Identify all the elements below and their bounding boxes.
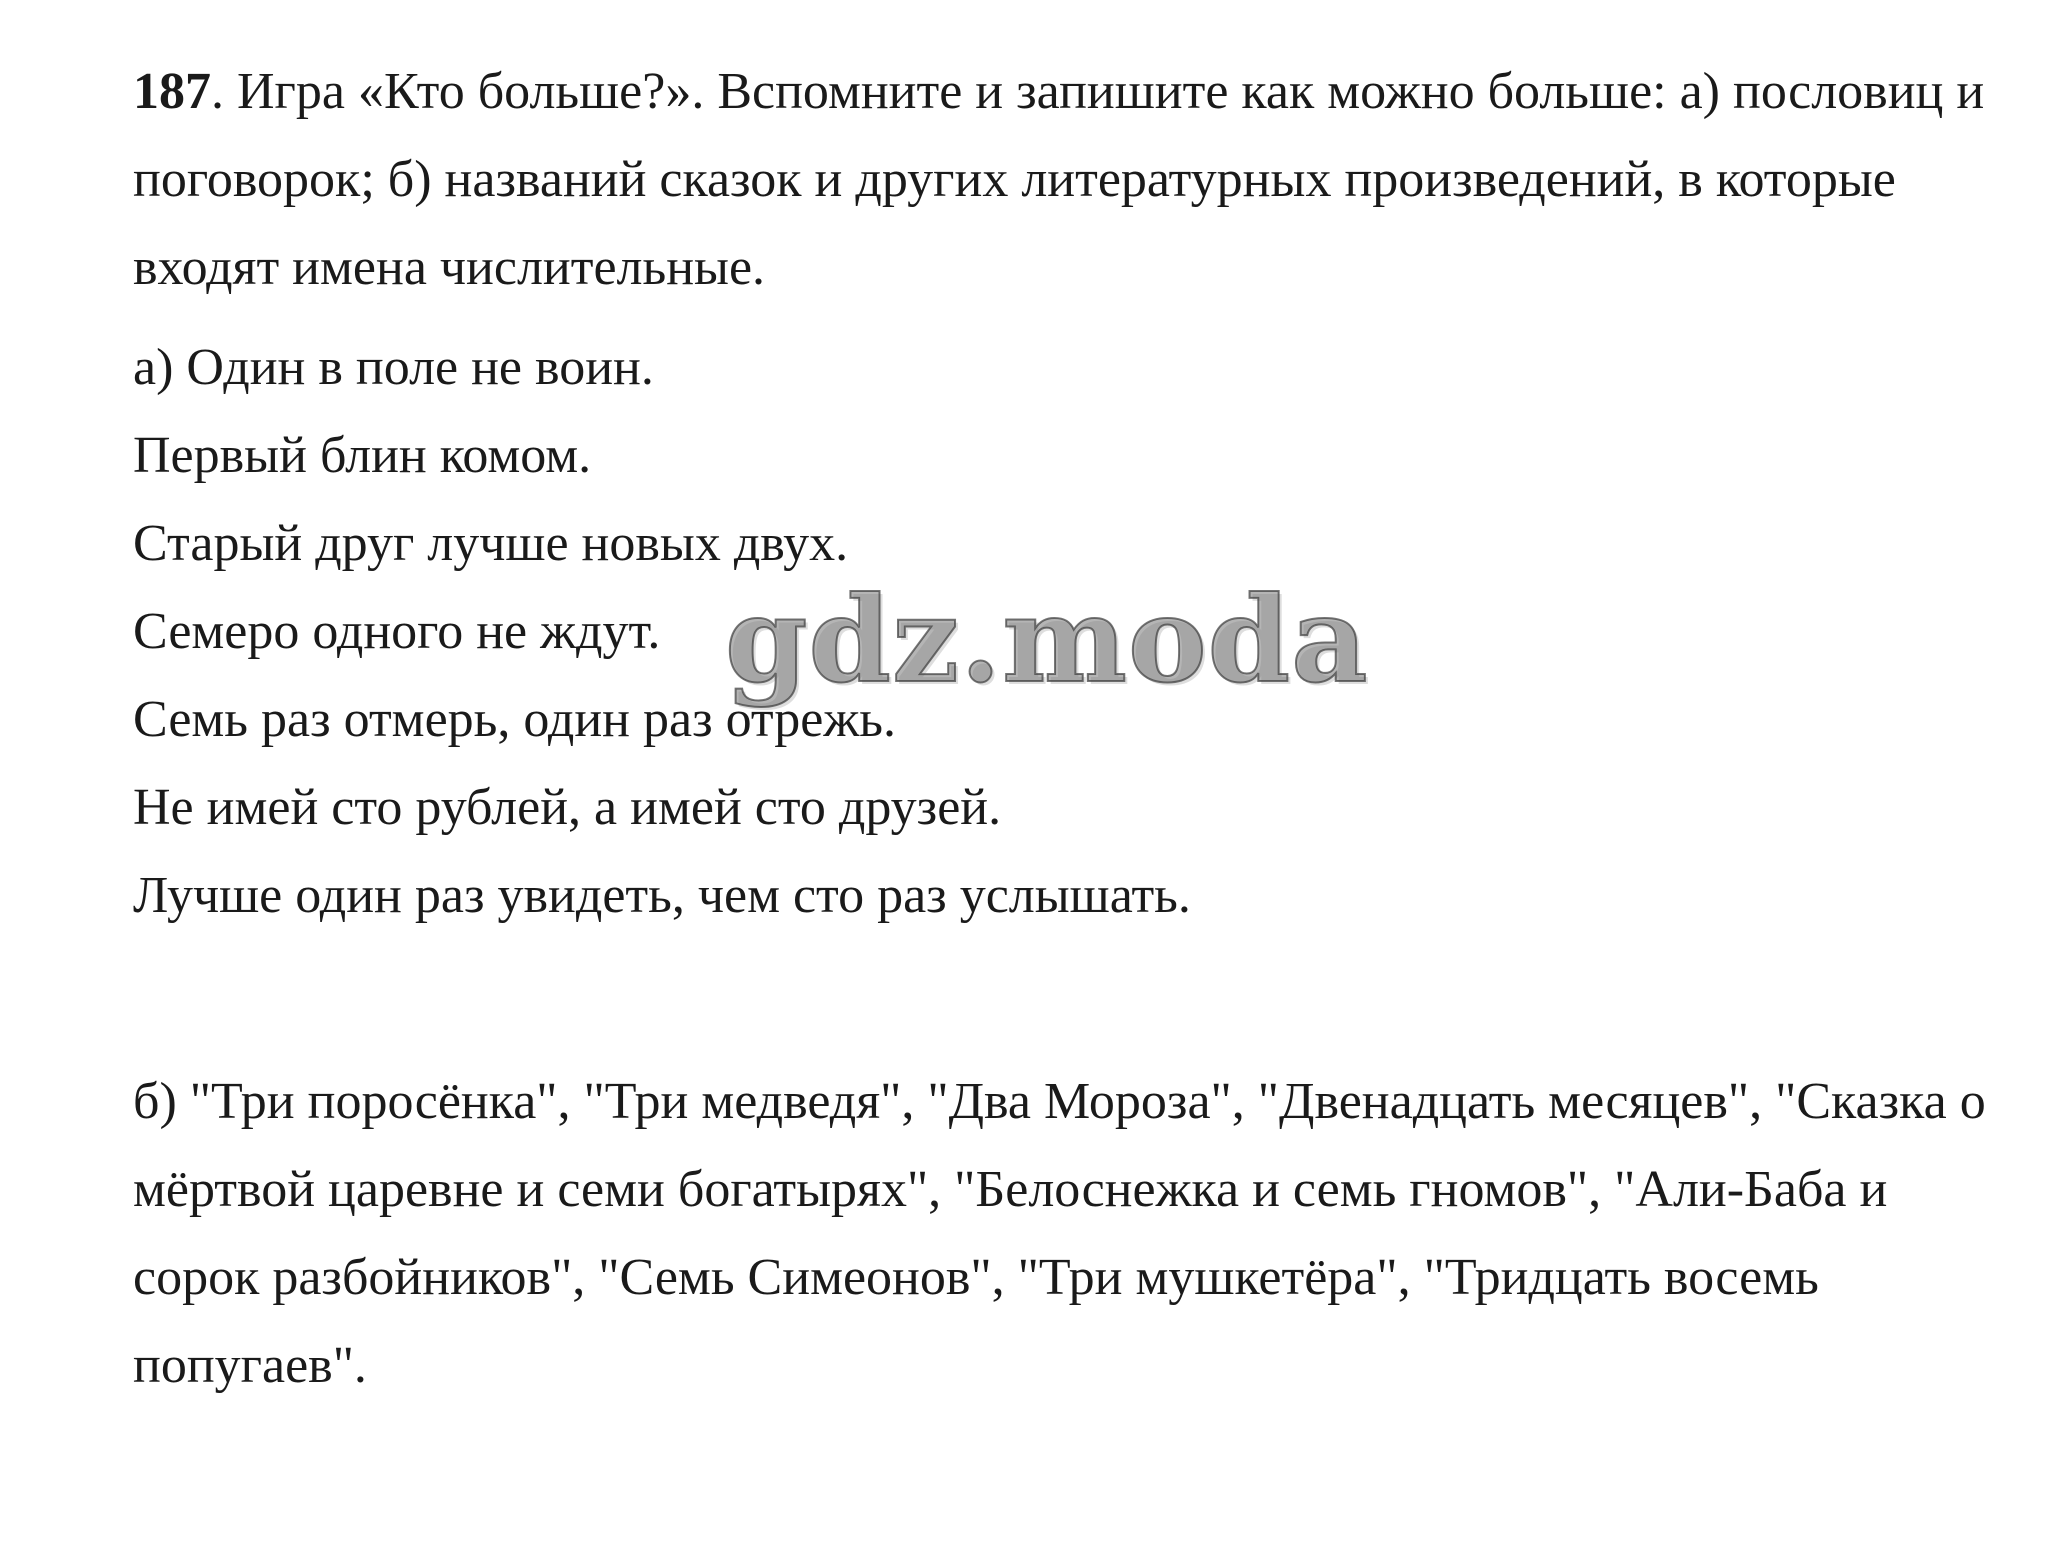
task-statement [133, 48, 1993, 312]
proverb-line: Первый блин комом. [133, 427, 592, 484]
proverb-line: Лучше один раз увидеть, чем сто раз услышать. [133, 867, 1191, 924]
task-number: 187 [133, 63, 211, 120]
proverb-line: Не имей сто рублей, а имей сто друзей. [133, 779, 1002, 836]
proverb-line: Семеро одного не ждут. [133, 603, 661, 660]
watermark-logo: gdz.moda [725, 570, 1369, 709]
proverb-line: Старый друг лучше новых двух. [133, 515, 849, 572]
answer-b: б) "Три поросёнка", "Три медведя", "Два Мороза", "Двенадцать месяцев", "Сказка о мёртвой царевне и семи богатырях", "Белоснежка и семь гномов", "Али-Баба и сорок разбойников", "Семь Симеонов", "Три мушкетёра", "Тридцать восемь попугаев". [133, 1073, 1986, 1394]
proverb-line: а) Один в поле не воин. [133, 339, 654, 396]
page [133, 48, 1993, 1462]
task-text: . Игра «Кто больше?». Вспомните и запишите как можно больше: а) пословиц и поговорок; б) названий сказок и других литературных произведений, в которые входят имена числительные. [133, 63, 1985, 296]
proverb-line: Семь раз отмерь, один раз отрежь. [133, 691, 897, 748]
answer-a [133, 324, 1993, 940]
